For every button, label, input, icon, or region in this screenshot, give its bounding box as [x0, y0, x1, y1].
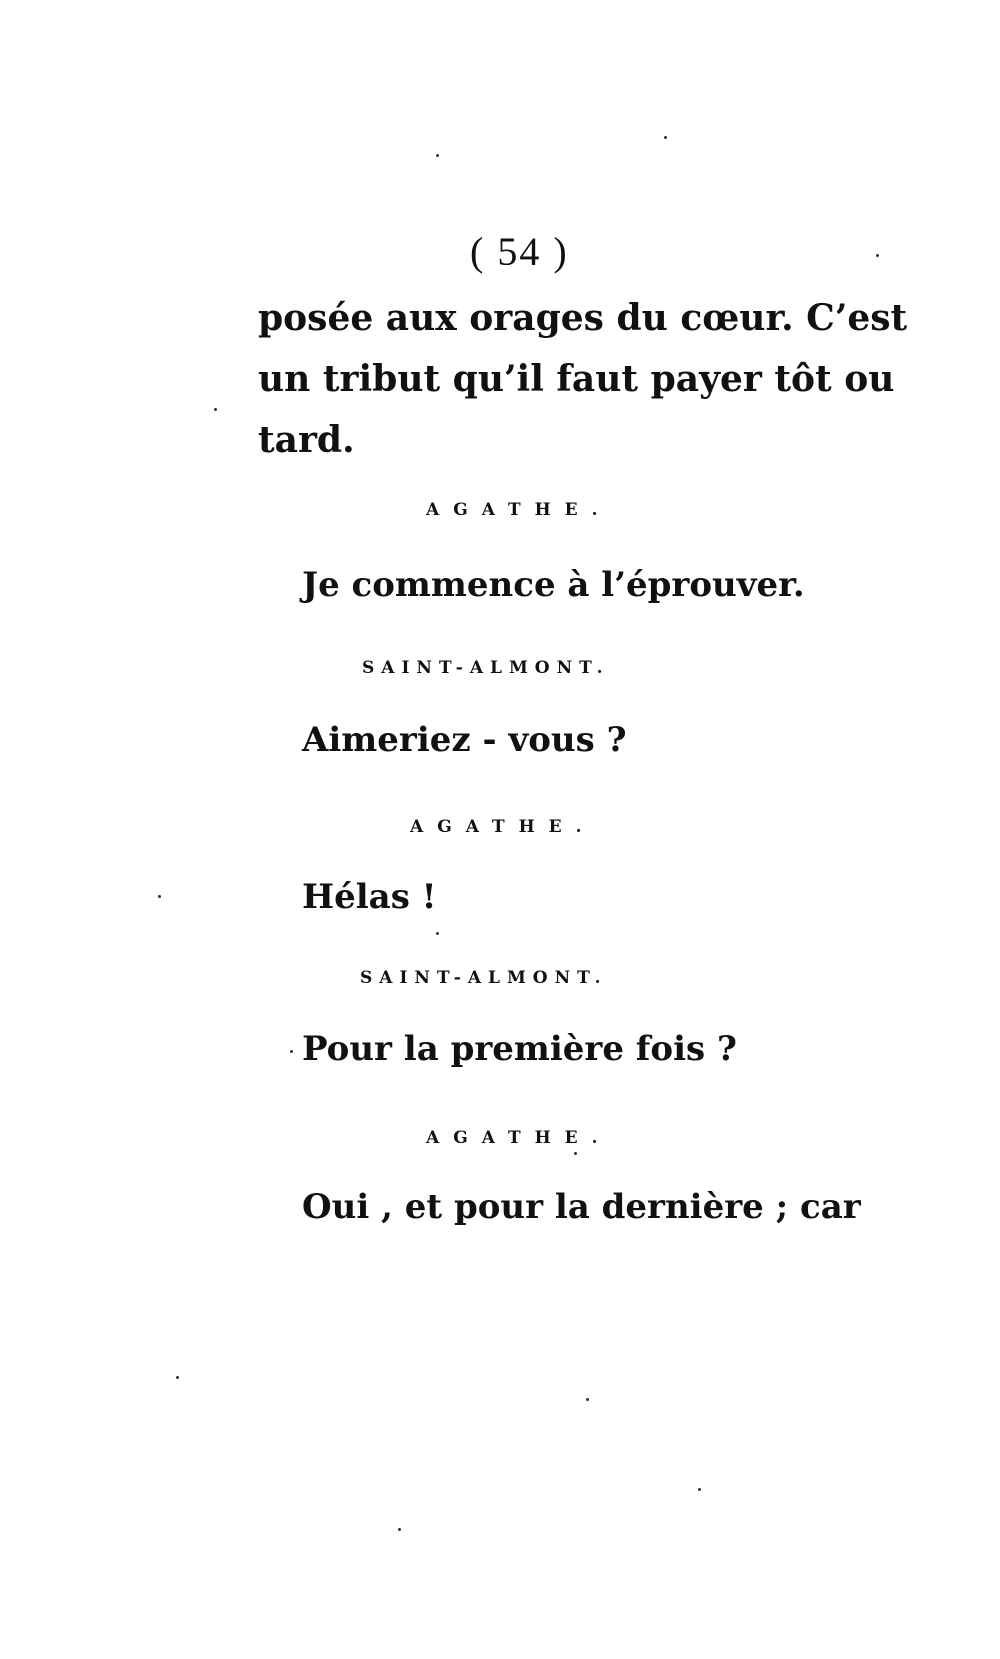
- paper-speck: [586, 1398, 589, 1401]
- dialogue-line: Aimeriez - vous ?: [302, 720, 627, 760]
- paper-speck: [664, 136, 667, 139]
- opening-text-line-2: un tribut qu’il faut payer tôt ou: [258, 358, 895, 400]
- speaker-name: AGATHE.: [426, 500, 612, 520]
- paper-speck: [436, 932, 439, 935]
- dialogue-line: Je commence à l’éprouver.: [302, 565, 805, 605]
- opening-text-line-3: tard.: [258, 419, 355, 461]
- paper-speck: [574, 1152, 577, 1155]
- paper-speck: [158, 895, 161, 898]
- speaker-name: AGATHE.: [426, 1128, 612, 1148]
- speaker-name: AGATHE.: [410, 817, 596, 837]
- dialogue-line: Pour la première fois ?: [302, 1029, 737, 1069]
- speaker-name: SAINT-ALMONT.: [360, 968, 608, 988]
- paper-speck: [290, 1050, 293, 1053]
- speaker-name: SAINT-ALMONT.: [362, 658, 610, 678]
- paper-speck: [436, 154, 439, 157]
- paper-speck: [176, 1376, 179, 1379]
- paper-speck: [698, 1488, 701, 1491]
- dialogue-line: Hélas !: [302, 877, 437, 917]
- paper-speck: [876, 254, 879, 257]
- paper-speck: [214, 408, 217, 411]
- dialogue-line: Oui , et pour la dernière ; car: [302, 1187, 861, 1227]
- opening-text-line-1: posée aux orages du cœur. C’est: [258, 297, 908, 339]
- paper-speck: [398, 1528, 401, 1531]
- page-number: ( 54 ): [470, 229, 569, 274]
